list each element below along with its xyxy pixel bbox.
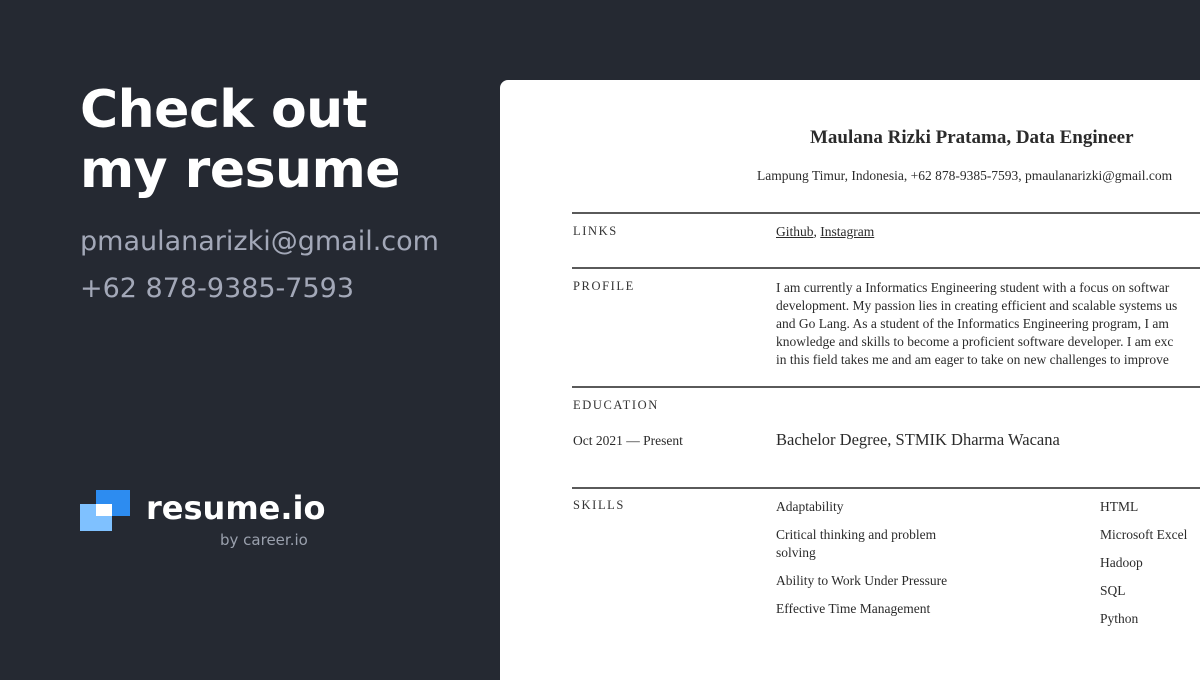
brand-subtitle: by career.io <box>220 531 308 549</box>
education-title: Bachelor Degree, STMIK Dharma Wacana <box>776 430 1060 449</box>
resume-preview <box>500 80 1200 680</box>
section-divider <box>572 386 1200 388</box>
link-separator: , <box>813 224 821 239</box>
link-instagram[interactable]: Instagram <box>820 224 875 239</box>
skill-item: Critical thinking and problem solving <box>776 527 937 560</box>
section-divider <box>572 267 1200 269</box>
education-date: Oct 2021 — Present <box>573 433 683 448</box>
profile-line: I am currently a Informatics Engineering student with a focus on softwar <box>776 280 1170 295</box>
link-github[interactable]: Github <box>776 224 814 239</box>
phone-text: +62 878-9385-7593 <box>80 273 355 304</box>
headline <box>80 80 400 200</box>
brand-logo-lockup <box>80 490 340 560</box>
skill-item: Microsoft Excel <box>1100 527 1188 542</box>
skill-item: Hadoop <box>1100 555 1143 570</box>
section-label-education: EDUCATION <box>573 398 659 412</box>
headline-line-1: Check out <box>80 80 368 140</box>
profile-line: in this field takes me and am eager to take on new challenges to improve <box>776 352 1169 367</box>
skill-item: HTML <box>1100 499 1139 514</box>
resume-io-logo-icon <box>80 490 132 532</box>
profile-line: development. My passion lies in creating efficient and scalable systems us <box>776 298 1178 313</box>
email-text: pmaulanarizki@gmail.com <box>80 226 439 257</box>
section-divider <box>572 212 1200 214</box>
links-list <box>776 224 874 240</box>
skill-item: SQL <box>1100 583 1126 598</box>
skill-item: Adaptability <box>776 499 844 514</box>
resume-name: Maulana Rizki Pratama, Data Engineer <box>810 127 1134 148</box>
profile-line: and Go Lang. As a student of the Informatics Engineering program, I am <box>776 316 1169 331</box>
skill-item: Python <box>1100 611 1139 626</box>
profile-text <box>776 279 1200 369</box>
headline-line-2: my resume <box>80 140 401 200</box>
logo-overlap <box>96 504 112 516</box>
contact-info <box>80 224 439 318</box>
profile-line: knowledge and skills to become a proficient software developer. I am exc <box>776 334 1174 349</box>
skill-item: Effective Time Management <box>776 601 931 616</box>
brand-name: resume.io <box>146 489 326 527</box>
section-label-skills: SKILLS <box>573 498 625 512</box>
skill-item: Ability to Work Under Pressure <box>776 573 948 588</box>
section-label-links: LINKS <box>573 224 618 238</box>
resume-contact-line: Lampung Timur, Indonesia, +62 878-9385-7593, pmaulanarizki@gmail.com <box>757 168 1173 183</box>
section-label-profile: PROFILE <box>573 279 635 293</box>
section-divider <box>572 487 1200 489</box>
